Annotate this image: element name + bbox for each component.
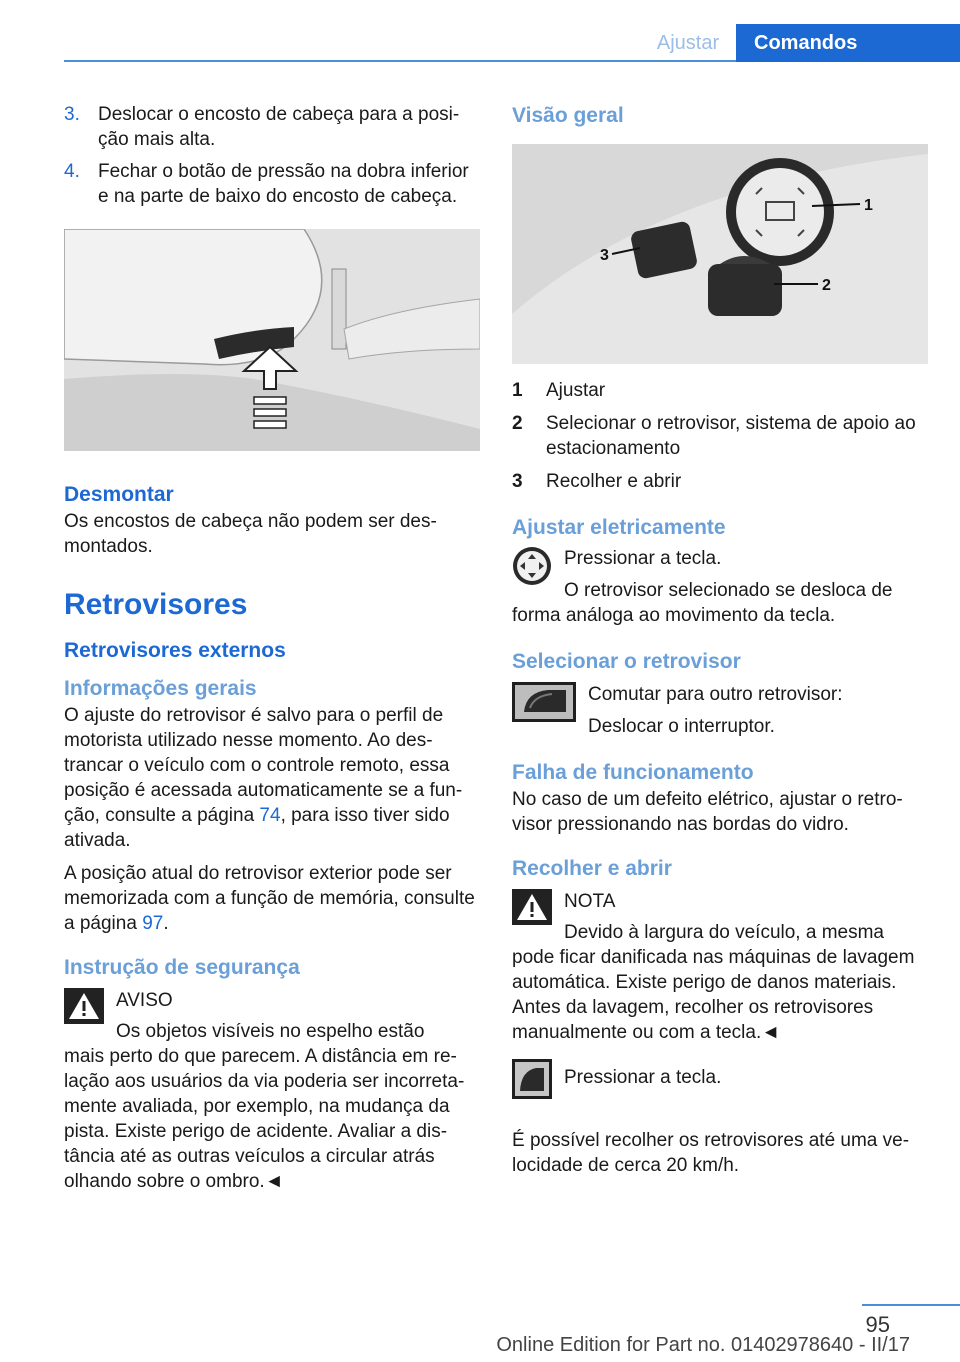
callout-label: 3 (600, 247, 609, 264)
page-link[interactable]: 74 (259, 805, 281, 826)
subsection-title: Informações gerais (64, 677, 257, 700)
fold-button-icon (512, 1059, 552, 1104)
page-title: Retrovisores (64, 588, 248, 621)
subsection-title: Retrovisores externos (64, 639, 286, 662)
selector-switch-icon (512, 682, 576, 727)
list-item (64, 102, 480, 152)
legend-number: 3 (512, 471, 523, 492)
warning-block (64, 988, 480, 1044)
elec-line: Pressionar a tecla. (564, 548, 722, 569)
note-heading (564, 889, 884, 945)
elec-line: O retrovisor selecionado se desloca de (564, 580, 893, 601)
subsection-title: Selecionar o retrovisor (512, 650, 741, 673)
section-title: Desmontar (64, 483, 174, 506)
step-text: Deslocar o encosto de cabeça para a posição mais alta. (98, 104, 460, 150)
desmontar-section (64, 481, 480, 559)
step-text: Fechar o botão de pressão na dobra inferior e na parte de baixo do encosto de cabeça. (98, 161, 469, 207)
right-column (512, 102, 928, 1178)
note-first-line: Devido à largura do veículo, a mesma (564, 922, 884, 943)
select-line: Comutar para outro retrovisor: (588, 684, 843, 705)
legend-number: 2 (512, 413, 523, 434)
headrest-illustration (64, 229, 480, 451)
callout-label: 1 (864, 197, 873, 214)
text-fragment: , para isso tiver sido ativada. (64, 805, 450, 851)
subsection-title: Instrução de segurança (64, 956, 300, 979)
subsection-title: Ajustar eletricamente (512, 516, 726, 539)
warning-first-line: Os objetos visíveis no espelho estão (116, 1021, 425, 1042)
subsection-title: Recolher e abrir (512, 857, 672, 880)
select-heading (588, 682, 843, 739)
elec-block (512, 546, 928, 603)
warning-text: mais perto do que parecem. A distância em relação aos usuários da via poderia ser incorretamente avaliada, por exemplo, na mudança da pista. Existe perigo de acidente. Avaliar a distância até as outras veículos a circular atrás olhando sobre o ombro.◄ (64, 1046, 465, 1192)
header-chapter-tab[interactable]: Comandos (736, 24, 960, 62)
mirror-controls-illustration (512, 144, 928, 364)
legend-text: Ajustar (546, 380, 606, 401)
paragraph (64, 861, 480, 936)
step-number: 4. (64, 161, 80, 182)
list-item (512, 469, 928, 494)
text-fragment: O ajuste do retrovisor é salvo para o perfil de motorista utilizado nesse momento. Ao destrancar o veículo com o controle remoto, essa posição é acessada automaticamente se a função, consulte a página (64, 705, 463, 826)
paragraph: É possível recolher os retrovisores até uma velocidade de cerca 20 km/h. (512, 1130, 910, 1176)
select-block (512, 682, 928, 739)
paragraph: No caso de um defeito elétrico, ajustar o retrovisor pressionando nas bordas do vidro. (512, 789, 903, 835)
warning-icon (512, 889, 552, 930)
header-section-tab[interactable]: Ajustar (656, 32, 720, 54)
mirror-switch-drawing (512, 144, 928, 364)
page-link[interactable]: 97 (142, 913, 164, 934)
warning-icon (64, 988, 104, 1029)
warning-label: AVISO (116, 990, 173, 1011)
elec-heading (564, 546, 892, 603)
legend-text: Selecionar o retrovisor, sistema de apoio ao estacionamento (546, 413, 916, 459)
joystick-button-icon (512, 546, 552, 591)
list-item (512, 378, 928, 403)
note-block (512, 889, 928, 945)
select-line: Deslocar o interruptor. (588, 716, 775, 737)
legend-text: Recolher e abrir (546, 471, 682, 492)
press-block (512, 1059, 928, 1104)
paragraph (64, 703, 480, 853)
legend-list (512, 378, 928, 494)
headrest-drawing (64, 229, 480, 451)
edition-text: Online Edition for Part no. 01402978640 - II/17 (496, 1334, 910, 1356)
footer-rule (862, 1304, 960, 1306)
page-number: 95 (865, 1312, 890, 1337)
left-column (64, 102, 480, 1194)
text-fragment: . (163, 913, 169, 934)
list-item (512, 411, 928, 461)
paragraph: Os encostos de cabeça não podem ser desmontados. (64, 511, 437, 557)
text-fragment: A posição atual do retrovisor exterior pode ser memorizada com a função de memória, consulte a página (64, 863, 475, 934)
callout-label: 2 (822, 277, 831, 294)
list-item (64, 159, 480, 209)
legend-number: 1 (512, 380, 523, 401)
subsection-title: Visão geral (512, 104, 624, 127)
subsection-title: Falha de funcionamento (512, 761, 754, 784)
paragraph: forma análoga ao movimento da tecla. (512, 605, 836, 626)
warning-heading (116, 988, 424, 1044)
step-number: 3. (64, 104, 80, 125)
press-text: Pressionar a tecla. (564, 1067, 722, 1088)
steps-list (64, 102, 480, 209)
note-text: pode ficar danificada nas máquinas de lavagem automática. Existe perigo de danos materiais. Antes da lavagem, recolher os retrovisores manualmente ou com a tecla.◄ (512, 947, 915, 1043)
note-label: NOTA (564, 891, 616, 912)
